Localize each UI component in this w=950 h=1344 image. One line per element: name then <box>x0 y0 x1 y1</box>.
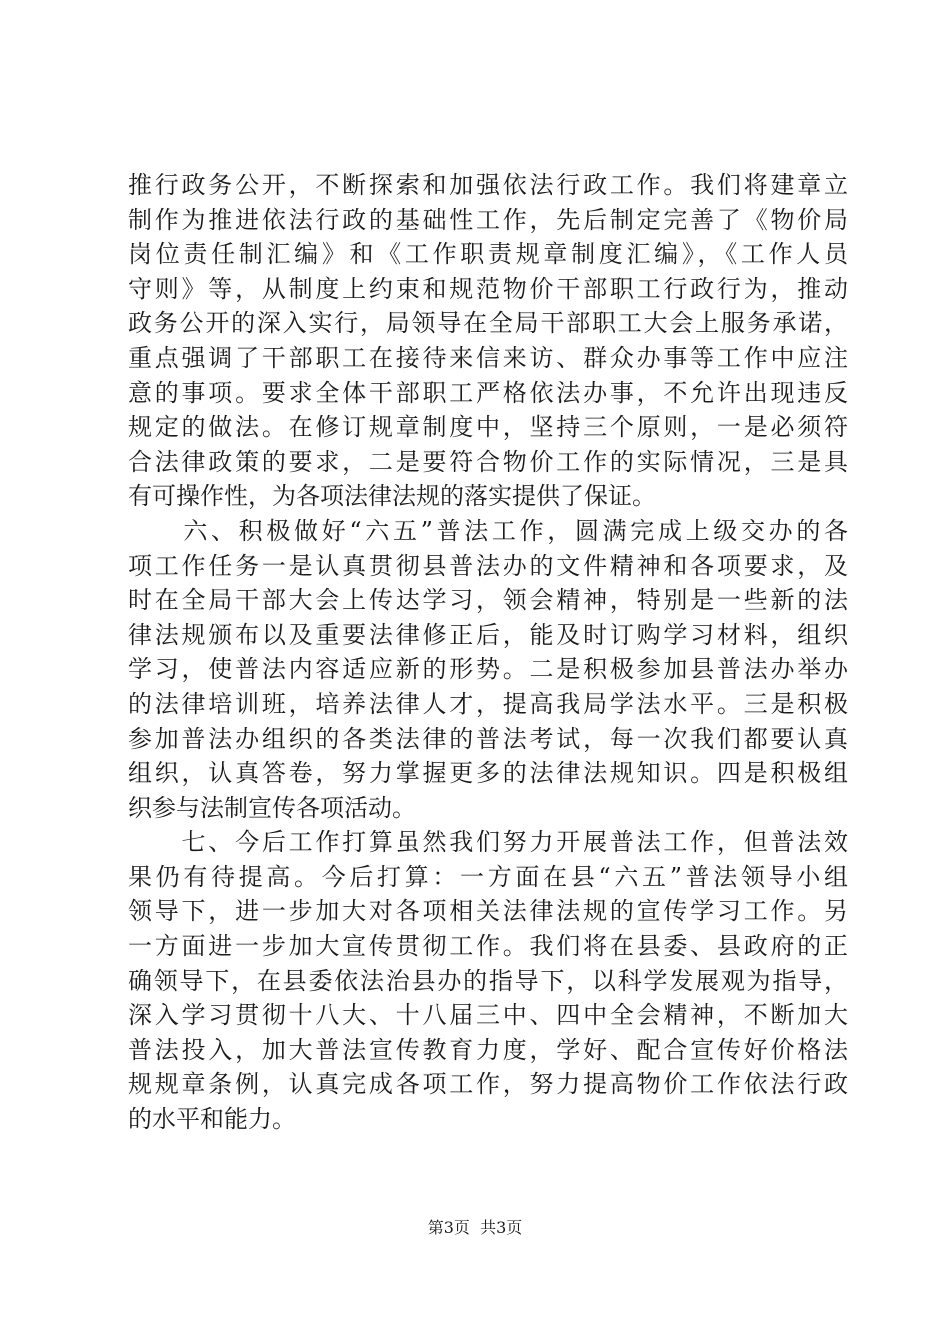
text-line: 织参与法制宣传各项活动。 <box>128 793 416 822</box>
text-line: 制作为推进依法行政的基础性工作，先后制定完善了《物价局 <box>128 205 848 234</box>
text-line: 六、积极做好“六五”普法工作，圆满完成上级交办的各 <box>128 516 848 545</box>
text-line: 一方面进一步加大宣传贯彻工作。我们将在县委、县政府的正 <box>128 932 848 961</box>
total-pages: 共3页 <box>480 1218 523 1237</box>
text-line: 组织，认真答卷，努力掌握更多的法律法规知识。四是积极组 <box>128 759 848 788</box>
text-line: 项工作任务一是认真贯彻县普法办的文件精神和各项要求，及 <box>128 551 848 580</box>
text-line: 果仍有待提高。今后打算：一方面在县“六五”普法领导小组 <box>128 862 848 891</box>
text-line: 的水平和能力。 <box>128 1105 296 1134</box>
text-line: 有可操作性，为各项法律法规的落实提供了保证。 <box>128 482 656 511</box>
text-line: 律法规颁布以及重要法律修正后，能及时订购学习材料，组织 <box>128 620 848 649</box>
text-line: 规规章条例，认真完成各项工作，努力提高物价工作依法行政 <box>128 1070 848 1099</box>
text-line: 确领导下，在县委依法治县办的指导下，以科学发展观为指导， <box>128 966 848 995</box>
text-line: 推行政务公开，不断探索和加强依法行政工作。我们将建章立 <box>128 171 848 199</box>
text-line: 合法律政策的要求，二是要符合物价工作的实际情况，三是具 <box>128 447 848 476</box>
page-footer <box>0 1218 950 1238</box>
text-line: 学习，使普法内容适应新的形势。二是积极参加县普法办举办 <box>128 655 848 684</box>
footer-separator <box>470 1218 480 1237</box>
text-line: 守则》等，从制度上约束和规范物价干部职工行政行为，推动 <box>128 274 848 303</box>
text-line: 政务公开的深入实行，局领导在全局干部职工大会上服务承诺， <box>128 309 848 338</box>
text-line: 参加普法办组织的各类法律的普法考试，每一次我们都要认真 <box>128 724 848 753</box>
text-line: 的法律培训班，培养法律人才，提高我局学法水平。三是积极 <box>128 689 848 718</box>
text-line: 意的事项。要求全体干部职工严格依法办事，不允许出现违反 <box>128 378 848 407</box>
text-line: 深入学习贯彻十八大、十八届三中、四中全会精神，不断加大 <box>128 1001 848 1030</box>
text-line: 重点强调了干部职工在接待来信来访、群众办事等工作中应注 <box>128 343 848 372</box>
text-line: 领导下，进一步加大对各项相关法律法规的宣传学习工作。另 <box>128 897 848 926</box>
text-line: 规定的做法。在修订规章制度中，坚持三个原则，一是必须符 <box>128 413 848 442</box>
text-line: 七、今后工作打算虽然我们努力开展普法工作，但普法效 <box>128 828 848 857</box>
text-line: 时在全局干部大会上传达学习，领会精神，特别是一些新的法 <box>128 586 848 615</box>
document-body <box>128 168 848 1137</box>
text-line: 普法投入，加大普法宣传教育力度，学好、配合宣传好价格法 <box>128 1035 848 1064</box>
page-number: 第3页 <box>427 1218 470 1237</box>
text-line: 岗位责任制汇编》和《工作职责规章制度汇编》，《工作人员 <box>128 240 848 269</box>
